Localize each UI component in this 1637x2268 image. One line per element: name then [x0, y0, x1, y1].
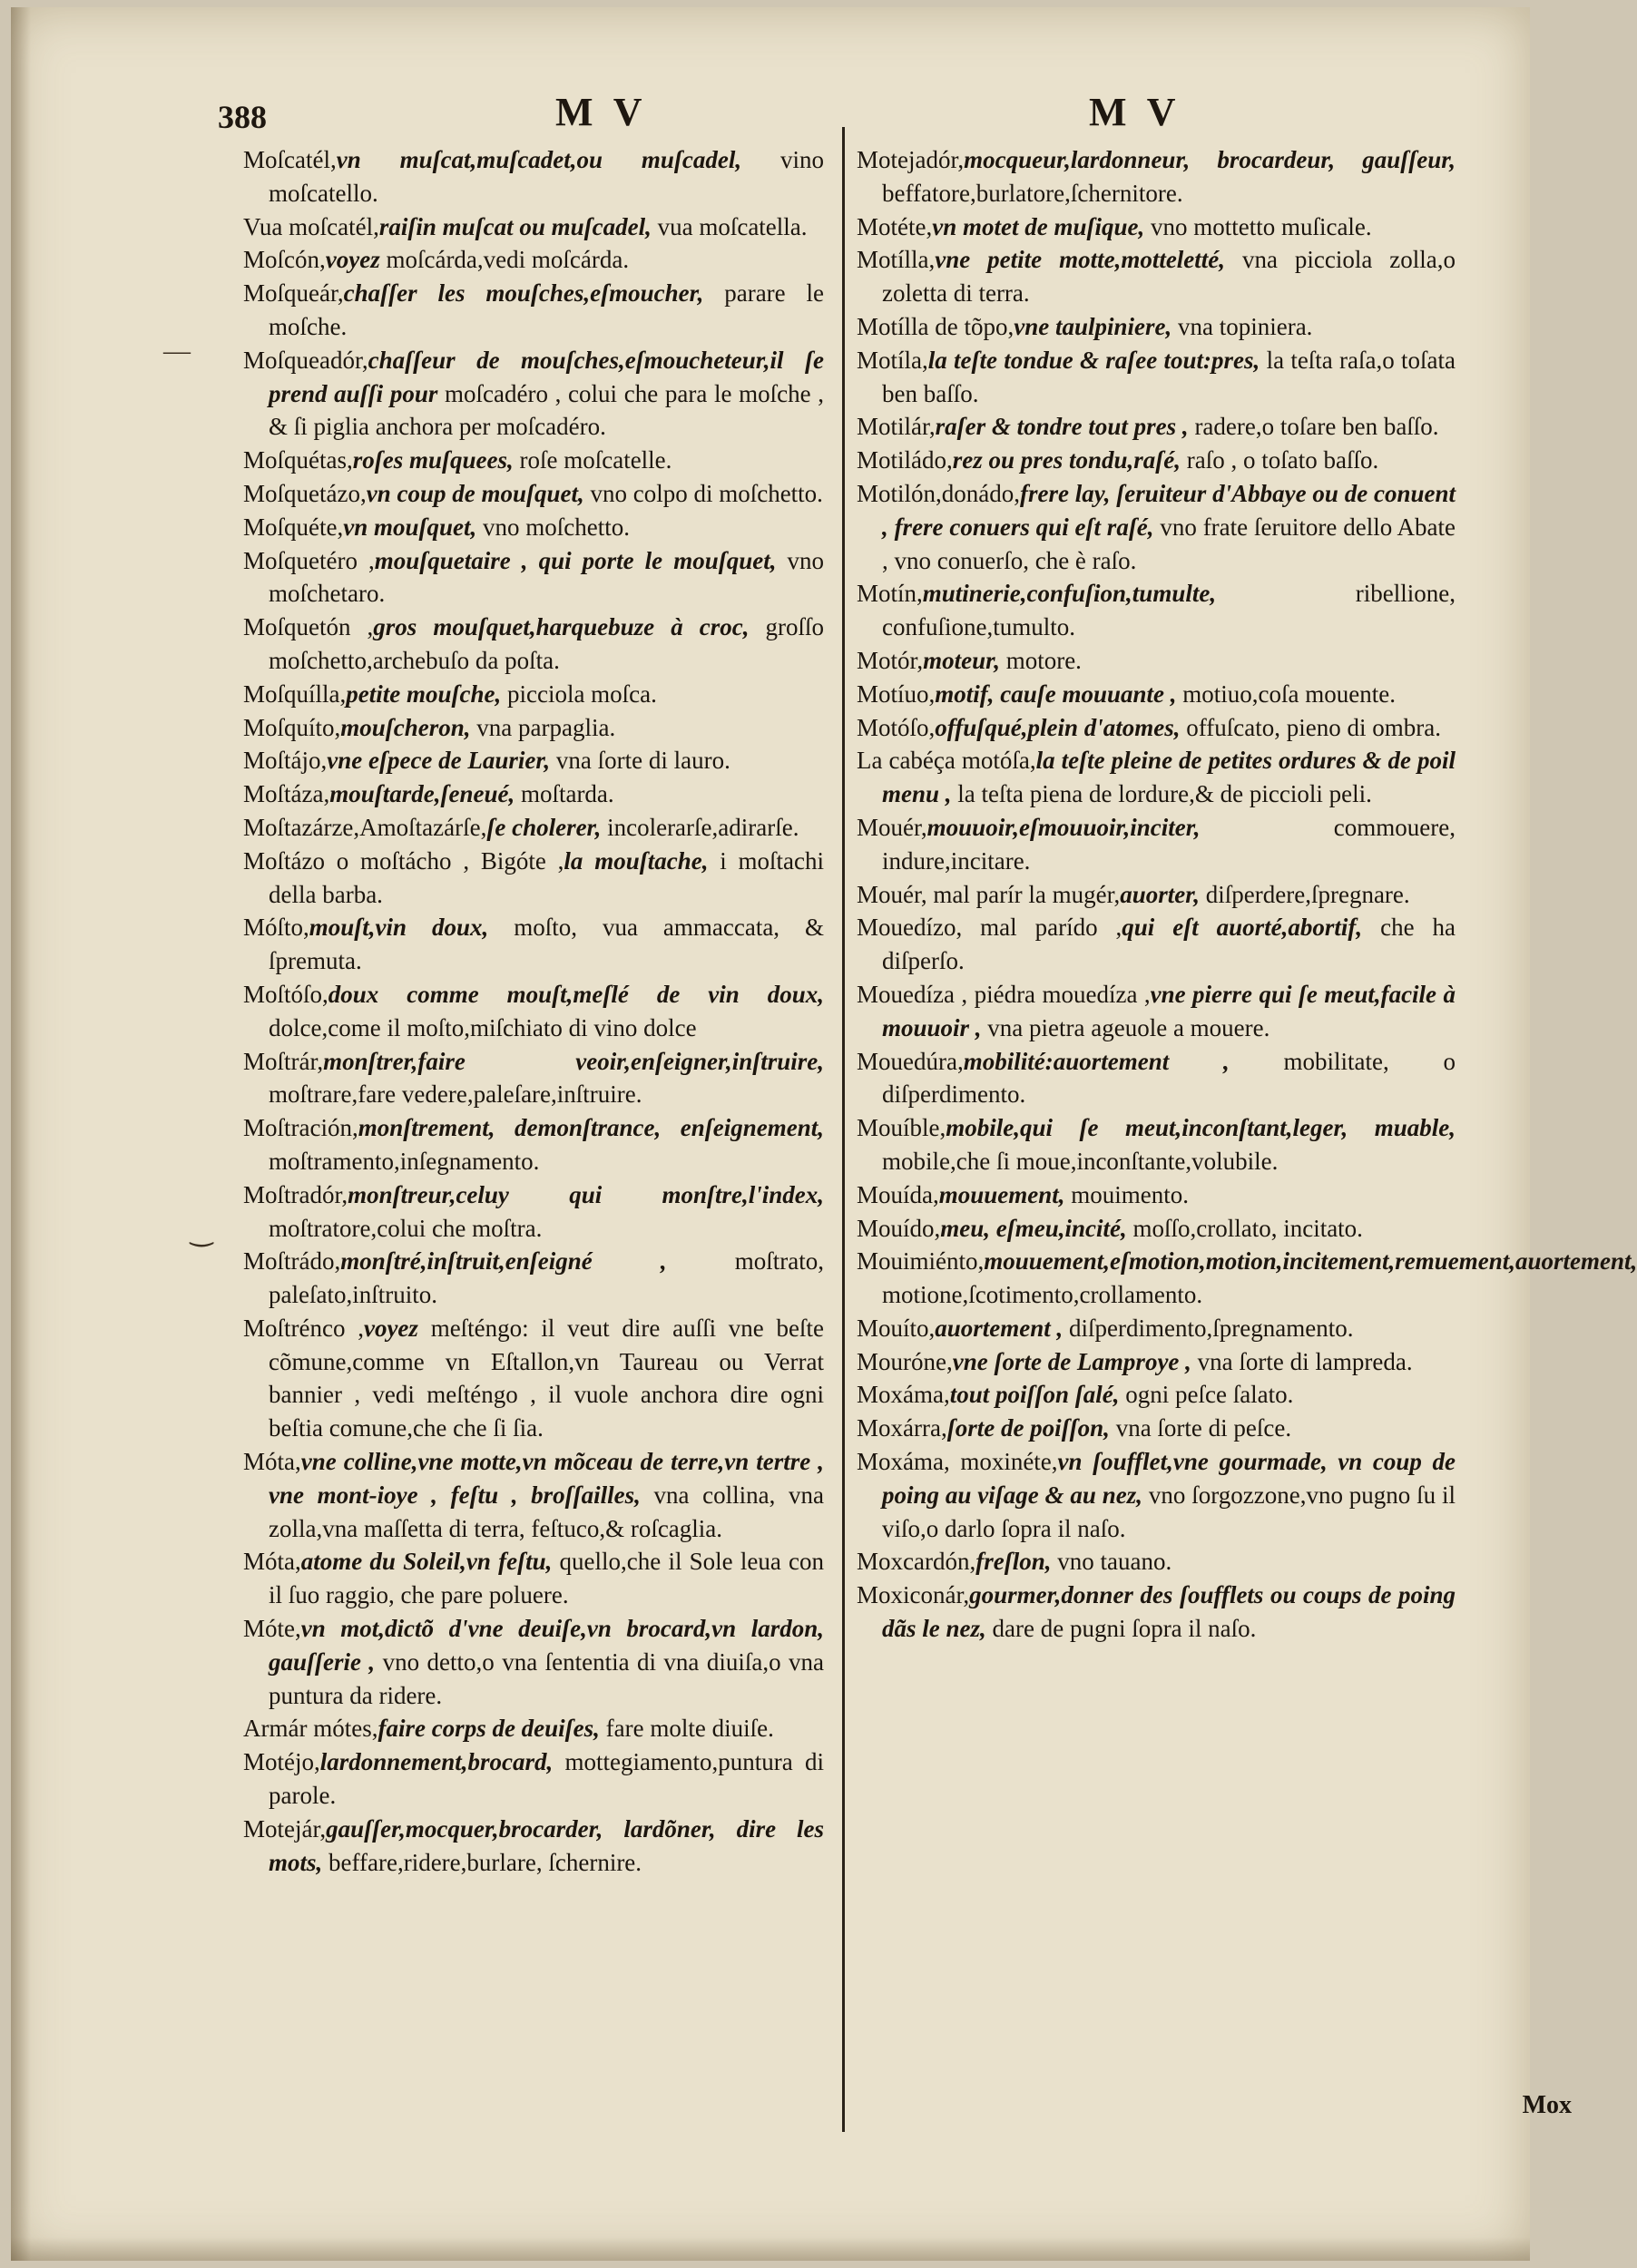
dictionary-entry	[243, 1813, 824, 1880]
entry-italian-gloss: moſtramento,inſegnamento.	[269, 1147, 540, 1175]
entry-italian-gloss: ogni peſce ſalato.	[1125, 1381, 1294, 1409]
entry-headword: Motóſo,	[857, 713, 936, 741]
entry-headword: Motiládo,	[857, 446, 953, 474]
right-column	[857, 143, 1637, 1646]
dictionary-entry	[243, 711, 824, 745]
entry-italian-gloss: moſſo,crollato, incitato.	[1132, 1214, 1363, 1242]
entry-french-gloss: mouuement,	[938, 1180, 1065, 1208]
entry-french-gloss: mouſt,vin doux,	[309, 914, 489, 942]
entry-headword: Moſqueadór,	[243, 346, 368, 374]
entry-french-gloss: vne colline,vne motte,vn mõceau de terre,vn tertre , vne mont-ioye , feſtu , broſſailles,	[269, 1448, 824, 1509]
entry-french-gloss: moteur,	[923, 646, 1000, 674]
entry-headword: Vua moſcatél,	[243, 212, 379, 240]
entry-headword: Mouído,	[857, 1214, 941, 1242]
entry-headword: Moſquíto,	[243, 713, 341, 741]
column-divider	[842, 127, 845, 2132]
entry-italian-gloss: quello,che il Sole leua con il ſuo raggio, che pare poluere.	[269, 1548, 824, 1609]
entry-italian-gloss: vna parpaglia.	[476, 713, 616, 741]
entry-french-gloss: tout poiſſon ſalé,	[949, 1381, 1120, 1409]
dictionary-entry	[857, 711, 1456, 745]
entry-italian-gloss: beffatore,burlatore,ſchernitore.	[882, 179, 1183, 207]
dictionary-entry	[243, 210, 824, 244]
entry-italian-gloss: vino moſcatello.	[269, 146, 825, 207]
entry-french-gloss: vn mot,dictõ d'vne deuiſe,vn brocard,vn lardon, gauſſerie ,	[269, 1615, 824, 1676]
entry-italian-gloss: diſperdimento,ſpregnamento.	[1069, 1314, 1354, 1342]
entry-headword: Moxcardón,	[857, 1548, 976, 1576]
entry-headword: Motíuo,	[857, 679, 936, 708]
entry-headword: Moſquéte,	[243, 513, 344, 541]
entry-french-gloss: raiſin muſcat ou muſcadel,	[378, 212, 652, 240]
entry-italian-gloss: mottegiamento,puntura di parole.	[269, 1748, 824, 1810]
entry-italian-gloss: meſténgo: il veut dire auſſi vne beſte cõmune,comme vn Eſtallon,vn Taureau ou Verrat bannier , vedi meſténgo , il vuole anchora dire ogni beſtia comune,che che ſi ſia.	[269, 1314, 824, 1442]
entry-headword: Moſquétas,	[243, 446, 353, 474]
entry-italian-gloss: moſtrare,fare vedere,paleſare,inſtruire.	[269, 1080, 642, 1109]
dictionary-entry	[857, 344, 1456, 411]
dictionary-entry	[243, 477, 824, 511]
entry-french-gloss: atome du Soleil,vn feſtu,	[300, 1548, 553, 1576]
entry-italian-gloss: vna ſorte di peſce.	[1115, 1414, 1292, 1442]
dictionary-entry	[857, 1245, 1637, 1312]
dictionary-entry	[243, 811, 824, 845]
entry-italian-gloss: parare le moſche.	[269, 279, 825, 340]
entry-french-gloss: auortement ,	[935, 1314, 1064, 1342]
entry-french-gloss: mutinerie,confuſion,tumulte,	[922, 580, 1217, 608]
entry-italian-gloss: motiuo,coſa mouente.	[1182, 679, 1396, 708]
entry-french-gloss: voyez	[325, 246, 380, 274]
dictionary-entry	[857, 1045, 1456, 1112]
entry-french-gloss: la teſte tondue & raſee tout:pres,	[927, 346, 1260, 374]
entry-italian-gloss: vno moſchetto.	[483, 513, 630, 541]
entry-french-gloss: vn coup de mouſquet,	[366, 479, 584, 507]
dictionary-entry	[243, 1445, 824, 1545]
dictionary-entry	[857, 1312, 1456, 1345]
entry-headword: Motílla de tõpo,	[857, 312, 1015, 340]
entry-headword: Mouér,	[857, 813, 927, 841]
entry-french-gloss: petite mouſche,	[346, 679, 502, 708]
entry-headword: Moſtáza,	[243, 780, 330, 808]
entry-italian-gloss: vno detto,o vna ſententia di vna diuiſa,o vna puntura da ridere.	[269, 1647, 824, 1709]
entry-french-gloss: rez ou pres tondu,raſé,	[952, 446, 1181, 474]
dictionary-entry	[857, 310, 1456, 344]
entry-french-gloss: mouſcheron,	[340, 713, 471, 741]
entry-french-gloss: mouſquetaire , qui porte le mouſquet,	[374, 546, 777, 574]
entry-french-gloss: ſorte de poiſſon,	[946, 1414, 1110, 1442]
entry-italian-gloss: moſcadéro , colui che para le moſche , & ſi piglia anchora per moſcadéro.	[269, 379, 824, 441]
dictionary-entry	[243, 277, 824, 344]
dictionary-entry	[857, 143, 1456, 210]
entry-italian-gloss: vno ſorgozzone,vno pugno ſu il viſo,o darlo ſopra il naſo.	[882, 1481, 1456, 1542]
dictionary-entry	[243, 911, 824, 978]
dictionary-entry	[857, 410, 1456, 444]
dictionary-entry	[243, 1545, 824, 1612]
entry-headword: Moſquetón ,	[243, 613, 374, 641]
entry-french-gloss: mobile,qui ſe meut,inconſtant,leger, muable,	[946, 1114, 1456, 1142]
entry-headword: Mouróne,	[857, 1347, 953, 1375]
entry-headword: Moxárra,	[857, 1414, 947, 1442]
entry-headword: Moſtázo o moſtácho , Bigóte ,	[243, 846, 564, 875]
entry-french-gloss: monſtrer,faire veoir,enſeigner,inſtruire,	[323, 1047, 824, 1075]
entry-italian-gloss: vna pietra ageuole a mouere.	[987, 1013, 1270, 1041]
entry-italian-gloss: vna collina, vna zolla,vna maſſetta di terra, feſtuco,& roſcaglia.	[269, 1481, 824, 1542]
entry-italian-gloss: commouere, indure,incitare.	[882, 813, 1456, 875]
entry-french-gloss: raſer & tondre tout pres ,	[935, 413, 1189, 441]
entry-italian-gloss: vno mottetto muſicale.	[1150, 212, 1372, 240]
dictionary-entry	[243, 978, 824, 1045]
dictionary-entry	[857, 1111, 1456, 1178]
entry-french-gloss: auorter,	[1120, 880, 1201, 908]
entry-italian-gloss: vna picciola zolla,o zoletta di terra.	[882, 246, 1456, 308]
entry-italian-gloss: ribellione, confuſione,tumulto.	[882, 580, 1456, 641]
dictionary-entry	[243, 845, 824, 912]
dictionary-entry	[243, 1111, 824, 1178]
entry-italian-gloss: moſtratore,colui che moſtra.	[269, 1214, 543, 1242]
dictionary-entry	[857, 678, 1456, 711]
entry-italian-gloss: raſo , o toſato baſſo.	[1186, 446, 1379, 474]
entry-french-gloss: voyez	[363, 1314, 418, 1342]
entry-headword: Mouíto,	[857, 1314, 936, 1342]
catchword: Mox	[1522, 2091, 1572, 2119]
entry-italian-gloss: fare molte diuiſe.	[605, 1715, 774, 1743]
entry-italian-gloss: roſe moſcatelle.	[519, 446, 672, 474]
entry-italian-gloss: vno colpo di moſchetto.	[590, 479, 823, 507]
entry-french-gloss: qui eſt auorté,abortif,	[1122, 914, 1363, 942]
dictionary-entry	[243, 777, 824, 811]
dictionary-entry	[857, 644, 1456, 678]
dictionary-entry	[243, 544, 824, 611]
entry-italian-gloss: vno tauano.	[1057, 1548, 1172, 1576]
dictionary-entry	[857, 978, 1456, 1045]
entry-french-gloss: vne pierre qui ſe meut,facile à mouuoir ,	[882, 980, 1456, 1041]
dictionary-entry	[243, 511, 824, 544]
entry-italian-gloss: vna ſorte di lauro.	[555, 747, 730, 775]
entry-headword: Motín,	[857, 580, 923, 608]
dictionary-entry	[243, 1712, 824, 1745]
entry-italian-gloss: dolce,come il moſto,miſchiato di vino dolce	[269, 1013, 697, 1041]
entry-headword: Mouedíza , piédra mouedíza ,	[857, 980, 1151, 1008]
entry-headword: Moſtrénco ,	[243, 1314, 364, 1342]
dictionary-entry	[857, 1545, 1456, 1579]
entry-italian-gloss: moſto, vua ammaccata, & ſpremuta.	[269, 914, 825, 975]
dictionary-entry	[243, 678, 824, 711]
entry-headword: Moſcatél,	[243, 146, 337, 173]
entry-french-gloss: mouſtarde,ſeneué,	[329, 780, 515, 808]
entry-french-gloss: mouuoir,eſmouuoir,inciter,	[926, 813, 1201, 841]
entry-italian-gloss: vno moſchetaro.	[269, 546, 824, 608]
entry-french-gloss: gourmer,donner des ſoufflets ou coups de poing dãs le nez,	[882, 1581, 1456, 1643]
entry-french-gloss: vne ſorte de Lamproye ,	[952, 1347, 1191, 1375]
entry-french-gloss: meu, eſmeu,incité,	[940, 1214, 1127, 1242]
entry-headword: Motéte,	[857, 212, 933, 240]
entry-headword: Mouér, mal parír la mugér,	[857, 880, 1121, 908]
dictionary-entry	[857, 1378, 1456, 1412]
entry-french-gloss: monſtré,inſtruit,enſeigné ,	[340, 1247, 667, 1276]
margin-dash-mark: ‿	[191, 1217, 213, 1246]
entry-french-gloss: chaſſeur de mouſches,eſmoucheteur,il ſe prend auſſi pour	[269, 346, 824, 407]
entry-italian-gloss: diſperdere,ſpregnare.	[1205, 880, 1410, 908]
entry-headword: Moſcón,	[243, 246, 326, 274]
entry-french-gloss: vn muſcat,muſcadet,ou muſcadel,	[336, 146, 742, 173]
entry-french-gloss: vn ſoufflet,vne gourmade, vn coup de poing au viſage & au nez,	[882, 1448, 1456, 1509]
entry-italian-gloss: mouimento.	[1071, 1180, 1190, 1208]
entry-headword: Moſtrár,	[243, 1047, 324, 1075]
dictionary-entry	[857, 577, 1456, 644]
entry-italian-gloss: moſcárda,vedi moſcárda.	[386, 246, 630, 274]
entry-italian-gloss: dare de pugni ſopra il naſo.	[992, 1615, 1257, 1643]
entry-headword: Motílla,	[857, 246, 936, 274]
dictionary-entry	[857, 1412, 1456, 1445]
entry-french-gloss: mouuement,eſmotion,motion,incitement,remuement,auortement,	[984, 1247, 1637, 1276]
dictionary-entry	[243, 1312, 824, 1445]
entry-french-gloss: vne eſpece de Laurier,	[327, 747, 551, 775]
entry-french-gloss: doux comme mouſt,meſlé de vin doux,	[328, 980, 824, 1008]
entry-italian-gloss: vno frate ſeruitore dello Abate , vno conuerſo, che è raſo.	[882, 513, 1456, 574]
entry-headword: Móſto,	[243, 914, 309, 942]
entry-french-gloss: gauſſer,mocquer,brocarder, lardõner, dire les mots,	[269, 1814, 824, 1876]
entry-headword: Mouimiénto,	[857, 1247, 985, 1276]
dictionary-entry	[243, 344, 824, 444]
entry-italian-gloss: offuſcato, pieno di ombra.	[1186, 713, 1441, 741]
running-head-left: M V	[555, 90, 648, 134]
dictionary-entry	[857, 1445, 1456, 1545]
entry-italian-gloss: vna ſorte di lampreda.	[1197, 1347, 1413, 1375]
dictionary-entry	[857, 911, 1456, 978]
entry-italian-gloss: i moſtachi della barba.	[269, 846, 825, 908]
entry-italian-gloss: mobilitate, o diſperdimento.	[882, 1047, 1456, 1109]
entry-french-gloss: la teſte pleine de petites ordures & de poil menu ,	[882, 747, 1456, 808]
entry-headword: Moſtración,	[243, 1114, 358, 1142]
entry-headword: La cabéça motóſa,	[857, 747, 1036, 775]
entry-headword: Motéjo,	[243, 1748, 320, 1776]
entry-headword: Moſquetéro ,	[243, 546, 375, 574]
dictionary-entry	[243, 1612, 824, 1712]
entry-french-gloss: la mouſtache,	[564, 846, 709, 875]
entry-french-gloss: freſlon,	[975, 1548, 1052, 1576]
entry-italian-gloss: mobile,che ſi moue,inconſtante,volubile.	[882, 1147, 1279, 1175]
entry-french-gloss: frere lay, ſeruiteur d'Abbaye ou de conuent , frere conuers qui eſt raſé,	[882, 479, 1456, 541]
entry-french-gloss: monſtreur,celuy qui monſtre,l'index,	[348, 1180, 824, 1208]
entry-french-gloss: mocqueur,lardonneur, brocardeur, gauſſeur,	[964, 146, 1456, 173]
entry-headword: Motejadór,	[857, 146, 965, 173]
dictionary-entry	[857, 444, 1456, 477]
dictionary-entry	[243, 1245, 824, 1312]
dictionary-entry	[243, 1745, 824, 1813]
entry-headword: Moſqueár,	[243, 279, 344, 308]
margin-dash-mark: —	[163, 336, 191, 366]
entry-headword: Moxiconár,	[857, 1581, 970, 1609]
entry-headword: Mouedízo, mal parído ,	[857, 914, 1122, 942]
entry-italian-gloss: che ha diſperſo.	[882, 914, 1456, 975]
entry-french-gloss: roſes muſquees,	[352, 446, 514, 474]
entry-headword: Motejár,	[243, 1814, 327, 1843]
dictionary-entry	[857, 744, 1456, 811]
entry-italian-gloss: motore.	[1005, 646, 1082, 674]
dictionary-entry	[243, 444, 824, 477]
entry-italian-gloss: beffare,ridere,burlare, ſchernire.	[328, 1848, 642, 1876]
entry-headword: Mouedúra,	[857, 1047, 964, 1075]
entry-italian-gloss: moſtrato, paleſato,inſtruito.	[269, 1247, 824, 1309]
gutter-shadow	[11, 7, 31, 2261]
entry-french-gloss: mobilité:auortement ,	[963, 1047, 1230, 1075]
entry-french-gloss: gros mouſquet,harquebuze à croc,	[373, 613, 750, 641]
dictionary-entry	[243, 143, 824, 210]
entry-french-gloss: monſtrement, demonſtrance, enſeignement,	[358, 1114, 824, 1142]
dictionary-entry	[243, 1178, 824, 1246]
dictionary-entry	[857, 811, 1456, 878]
entry-italian-gloss: vna topiniera.	[1177, 312, 1313, 340]
entry-headword: Moſquetázo,	[243, 479, 367, 507]
entry-headword: Mouíble,	[857, 1114, 946, 1142]
entry-french-gloss: faire corps de deuiſes,	[377, 1715, 600, 1743]
page-bottom-shadow	[11, 2237, 1530, 2261]
entry-headword: Moſtazárze,Amoſtazárſe,	[243, 813, 487, 841]
entry-headword: Móta,	[243, 1548, 301, 1576]
entry-french-gloss: motif, cauſe mouuante ,	[935, 679, 1177, 708]
entry-headword: Mouída,	[857, 1180, 939, 1208]
entry-french-gloss: lardonnement,brocard,	[319, 1748, 554, 1776]
dictionary-entry	[857, 1345, 1456, 1379]
dictionary-entry	[243, 611, 824, 678]
entry-headword: Moxáma,	[857, 1381, 950, 1409]
dictionary-entry	[243, 744, 824, 777]
dictionary-entry	[857, 1212, 1456, 1246]
entry-headword: Moſquílla,	[243, 679, 347, 708]
dictionary-entry	[857, 878, 1456, 912]
entry-headword: Móta,	[243, 1448, 301, 1476]
entry-french-gloss: offuſqué,plein d'atomes,	[935, 713, 1181, 741]
left-column	[243, 143, 824, 1879]
entry-headword: Motíla,	[857, 346, 928, 374]
entry-french-gloss: vn motet de muſique,	[932, 212, 1145, 240]
dictionary-entry	[857, 1178, 1456, 1212]
entry-italian-gloss: incolerarſe,adirarſe.	[607, 813, 799, 841]
entry-headword: Moſtradór,	[243, 1180, 348, 1208]
entry-french-gloss: chaſſer les mouſches,eſmoucher,	[343, 279, 704, 308]
dictionary-entry	[243, 243, 824, 277]
entry-headword: Motilár,	[857, 413, 936, 441]
entry-italian-gloss: la teſta piena de lordure,& de piccioli peli.	[957, 780, 1372, 808]
dictionary-entry	[243, 1045, 824, 1112]
entry-headword: Moxáma, moxinéte,	[857, 1448, 1058, 1476]
entry-italian-gloss: picciola moſca.	[506, 679, 657, 708]
entry-headword: Móte,	[243, 1615, 301, 1643]
entry-headword: Moſtrádo,	[243, 1247, 341, 1276]
entry-italian-gloss: la teſta raſa,o toſata ben baſſo.	[882, 346, 1456, 407]
entry-italian-gloss: groſſo moſchetto,archebuſo da poſta.	[269, 613, 825, 674]
entry-french-gloss: vne petite motte,motteletté,	[935, 246, 1226, 274]
entry-italian-gloss: vua moſcatella.	[657, 212, 808, 240]
entry-french-gloss: ſe cholerer,	[486, 813, 602, 841]
entry-headword: Moſtájo,	[243, 747, 328, 775]
dictionary-entry	[857, 477, 1456, 577]
entry-french-gloss: vne taulpiniere,	[1014, 312, 1172, 340]
entry-french-gloss: vn mouſquet,	[343, 513, 477, 541]
entry-headword: Motór,	[857, 646, 924, 674]
page-number: 388	[218, 99, 267, 135]
entry-headword: Moſtóſo,	[243, 980, 328, 1008]
running-head-right: M V	[1089, 90, 1181, 134]
dictionary-entry	[857, 243, 1456, 310]
entry-headword: Motilón,donádo,	[857, 479, 1020, 507]
entry-italian-gloss: motione,ſcotimento,crollamento.	[882, 1281, 1203, 1309]
entry-headword: Armár mótes,	[243, 1715, 378, 1743]
entry-italian-gloss: radere,o toſare ben baſſo.	[1194, 413, 1439, 441]
dictionary-entry	[857, 210, 1456, 244]
entry-italian-gloss: moſtarda.	[520, 780, 614, 808]
dictionary-entry	[857, 1579, 1456, 1646]
